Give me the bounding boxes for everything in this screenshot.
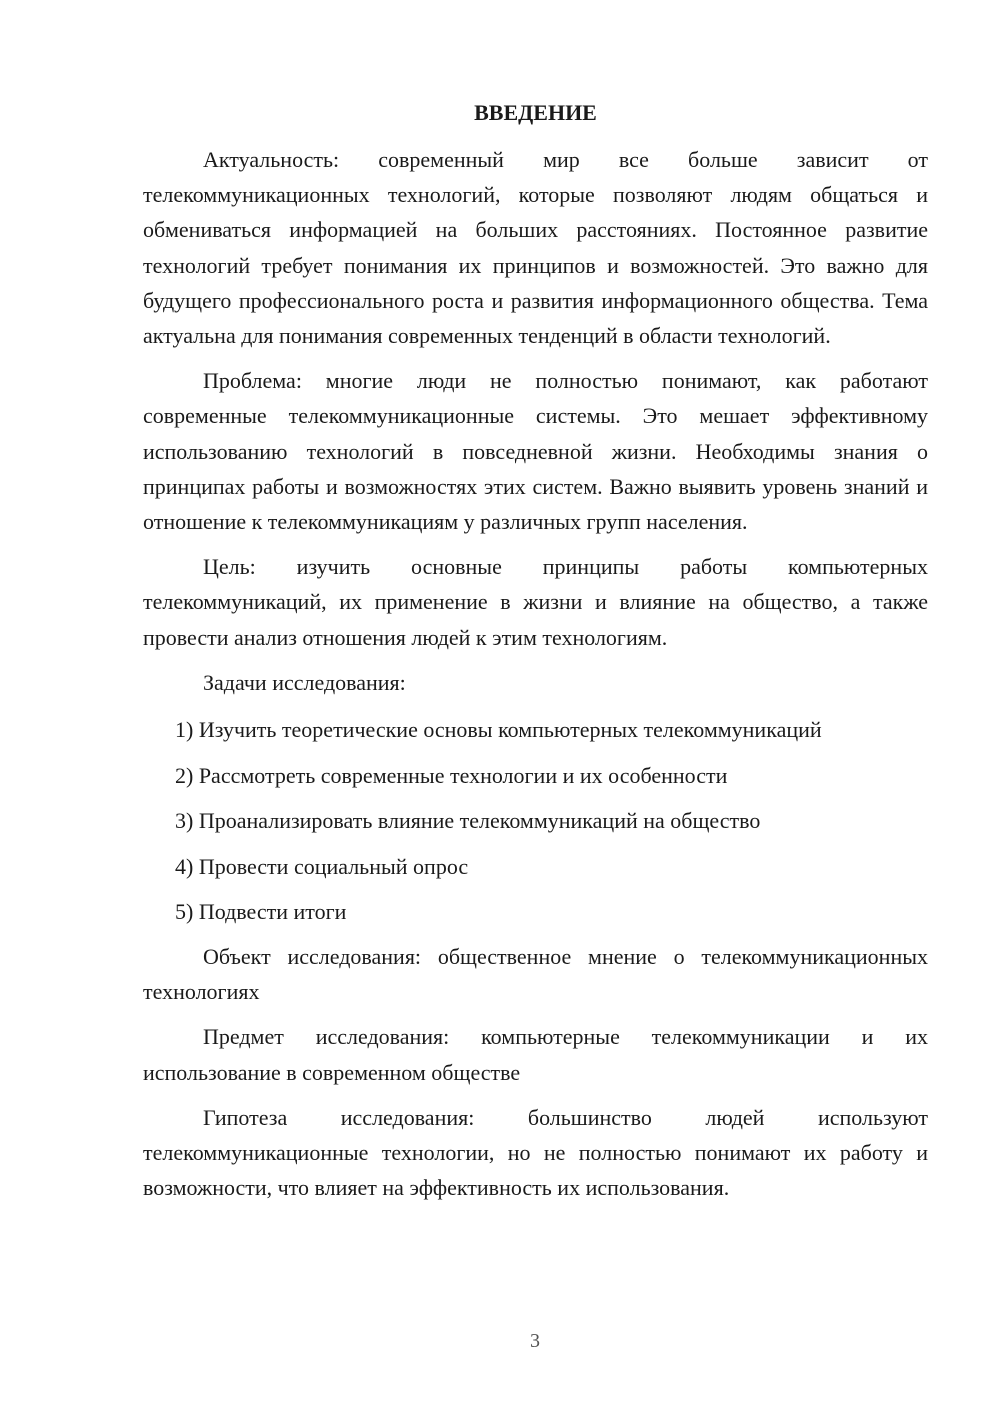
- list-item: 4) Провести социальный опрос: [175, 853, 469, 879]
- list-item: 3) Проанализировать влияние телекоммуникаций на общество: [175, 808, 761, 834]
- list-item: 1) Изучить теоретические основы компьютерных телекоммуникаций: [175, 717, 822, 743]
- page-content: [143, 95, 928, 1215]
- list-item: 5) Подвести итоги: [175, 899, 347, 925]
- page-number: 3: [530, 1330, 540, 1352]
- paragraph-subject: Предмет исследования: компьютерные телекоммуникации и их использование в современном обществе: [143, 1024, 928, 1085]
- page-title: ВВЕДЕНИЕ: [474, 100, 597, 125]
- paragraph-hypothesis: Гипотеза исследования: большинство людей используют телекоммуникационные технологии, но не полностью понимают их работу и возможности, что влияет на эффективность их использования.: [143, 1104, 928, 1201]
- paragraph-relevance: Актуальность: современный мир все больше зависит от телекоммуникационных технологий, которые позволяют людям общаться и обмениваться информацией на больших расстояниях. Постоянное развитие технологий требует понимания их принципов и возможностей. Это важно для будущего профессионального роста и развития информационного общества. Тема актуальна для понимания современных тенденций в области технологий.: [143, 147, 928, 349]
- list-item: 2) Рассмотреть современные технологии и их особенности: [175, 762, 728, 788]
- paragraph-problem: Проблема: многие люди не полностью понимают, как работают современные телекоммуникационные системы. Это мешает эффективному использованию технологий в повседневной жизни. Необходимы знания о принципах работы и возможностях этих систем. Важно выявить уровень знаний и отношение к телекоммуникациям у различных групп населения.: [143, 368, 928, 535]
- tasks-heading: Задачи исследования:: [203, 669, 406, 695]
- tasks-list: [143, 712, 928, 929]
- paragraph-goal: Цель: изучить основные принципы работы компьютерных телекоммуникаций, их применение в жизни и влияние на общество, а также провести анализ отношения людей к этим технологиям.: [143, 554, 928, 650]
- paragraph-object: Объект исследования: общественное мнение о телекоммуникационных технологиях: [143, 944, 928, 1005]
